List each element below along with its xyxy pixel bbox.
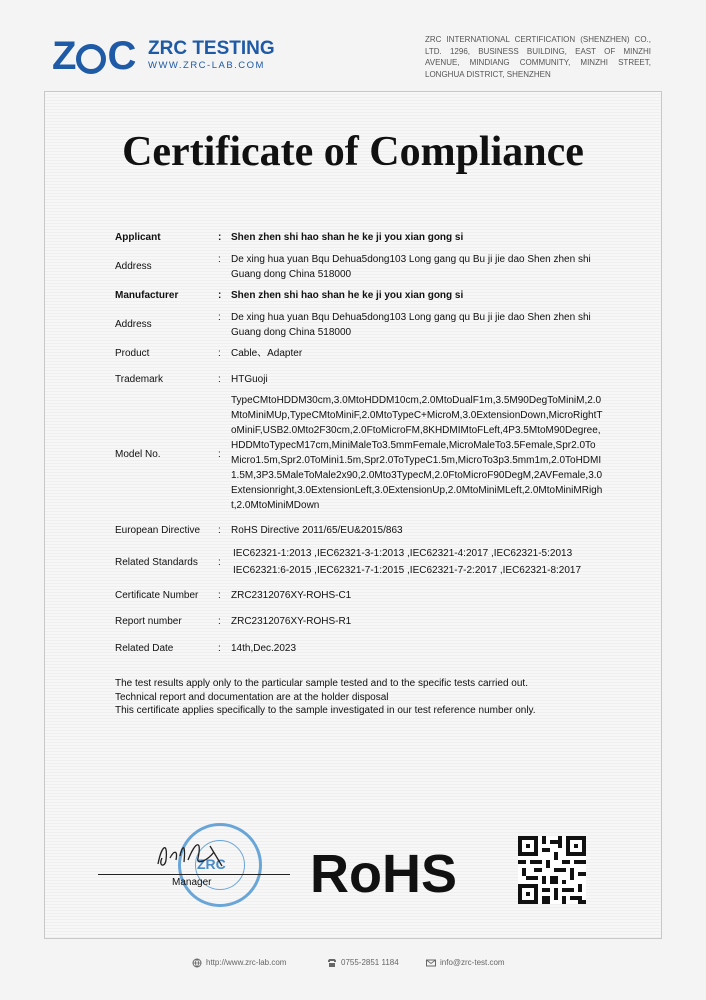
colon: :	[218, 525, 221, 536]
manufacturer-label: Manufacturer	[115, 290, 179, 301]
envelope-icon	[426, 958, 436, 968]
trademark-value: HTGuoji	[231, 374, 268, 385]
footer-phone	[327, 958, 399, 968]
colon: :	[218, 557, 221, 568]
manufacturer-address-value: De xing hua yuan Bqu Dehua5dong103 Long gang qu Bu ji jie dao Shen zhen shi Guang dong China 518000	[231, 312, 591, 338]
colon: :	[218, 590, 221, 601]
related-date-label: Related Date	[115, 643, 174, 654]
address-label: Address	[115, 261, 152, 272]
footer-website-text: http://www.zrc-lab.com	[206, 958, 287, 968]
trademark-label: Trademark	[115, 374, 163, 385]
brand-website: WWW.ZRC-LAB.COM	[148, 60, 265, 71]
footer-phone-text: 0755-2851 1184	[341, 958, 399, 968]
certificate-notes	[115, 677, 595, 718]
company-address: ZRC INTERNATIONAL CERTIFICATION (SHENZHEN) CO., LTD. 1296, BUSINESS BUILDING, EAST OF MINZHI AVENUE, MINDIANG COMMUNITY, MINZHI STREET, LONGHUA DISTRICT, SHENZHEN	[425, 35, 651, 79]
applicant-value: Shen zhen shi hao shan he ke ji you xian gong si	[231, 232, 464, 243]
report-number-value: ZRC2312076XY-ROHS-R1	[231, 616, 352, 627]
certificate-title: Certificate of Compliance	[122, 129, 584, 175]
standards-label: Related Standards	[115, 557, 198, 568]
colon: :	[218, 232, 222, 243]
applicant-label: Applicant	[115, 232, 161, 243]
footer-email-text: info@zrc-test.com	[440, 958, 505, 968]
rohs-mark: RoHS	[310, 844, 457, 904]
zrc-logo: Z C	[52, 34, 136, 78]
certificate-number-value: ZRC2312076XY-ROHS-C1	[231, 590, 352, 601]
report-number-label: Report number	[115, 616, 182, 627]
colon: :	[218, 616, 221, 627]
model-label: Model No.	[115, 449, 161, 460]
related-date-value: 14th,Dec.2023	[231, 643, 297, 654]
note-line: Technical report and documentation are at the holder disposal	[115, 691, 389, 703]
model-value: TypeCMtoHDDM30cm,3.0MtoHDDM10cm,2.0MtoDualF1m,3.5M90DegToMiniM,2.0MtoMiniMUp,TypeCMtoMiniF,2.0MtoTypeC+MicroM,3.0ExtensionDown,MicroRightToMiniF,USB2.0Mto2F30cm,2.0FtoMicroFM,8KHDMIMtoFLeft,4P3.5MtoM90Degree,HDDMtoTypecM17cm,MiniMaleTo3.5mmFemale,MicroMaleTo3.5Female,Spr2.0ToMicro1.5m,Spr2.0ToMini1.5m,Spr2.0ToTypeC1.5m,MicroTo3p3.5mm1m,2.0ToHDMI1.5M,3P3.5MaleToMale2x90,2.0Mto3TypecM,2.0FtoMicroF90DegM,2AVFemale,3.0Extensionright,3.0ExtensionLeft,3.0ExtensionUp,2.0MtoMiniMLeft,2.0MtoMiniMRight,2.0MtoMiniMDown	[231, 395, 603, 511]
signature-line	[98, 874, 290, 875]
manager-label: Manager	[172, 877, 212, 888]
colon: :	[218, 449, 221, 460]
footer-website[interactable]	[192, 958, 286, 968]
colon: :	[218, 643, 221, 654]
manager-signature	[152, 836, 232, 872]
note-line: This certificate applies specifically to the sample investigated in our test reference number only.	[115, 705, 536, 716]
product-value: Cable、Adapter	[231, 348, 303, 359]
colon: :	[218, 348, 221, 359]
manufacturer-value: Shen zhen shi hao shan he ke ji you xian gong si	[231, 290, 464, 301]
standards-value: IEC62321-1:2013 ,IEC62321-3-1:2013 ,IEC62321-4:2017 ,IEC62321-5:2013 IEC62321:6-2015 ,IEC62321-7-1:2015 ,IEC62321-7-2:2017 ,IEC62321-8:2017	[233, 548, 582, 576]
phone-icon	[327, 958, 337, 968]
colon: :	[218, 374, 221, 385]
product-label: Product	[115, 348, 150, 359]
note-line: The test results apply only to the particular sample tested and to the specific tests carried out.	[115, 678, 528, 689]
seal-text: ZRC	[197, 856, 226, 872]
colon: :	[218, 254, 221, 265]
footer-email[interactable]	[426, 958, 505, 968]
qr-code[interactable]	[518, 836, 586, 904]
applicant-address-value: De xing hua yuan Bqu Dehua5dong103 Long gang qu Bu ji jie dao Shen zhen shi Guang dong China 518000	[231, 254, 591, 280]
address-label: Address	[115, 319, 152, 330]
directive-value: RoHS Directive 2011/65/EU&2015/863	[231, 525, 403, 536]
certificate-frame	[44, 91, 662, 939]
brand-name: ZRC TESTING	[148, 38, 275, 59]
colon: :	[218, 312, 221, 323]
directive-label: European Directive	[115, 525, 201, 536]
colon: :	[218, 290, 222, 301]
globe-icon	[192, 958, 202, 968]
certificate-number-label: Certificate Number	[115, 590, 199, 601]
